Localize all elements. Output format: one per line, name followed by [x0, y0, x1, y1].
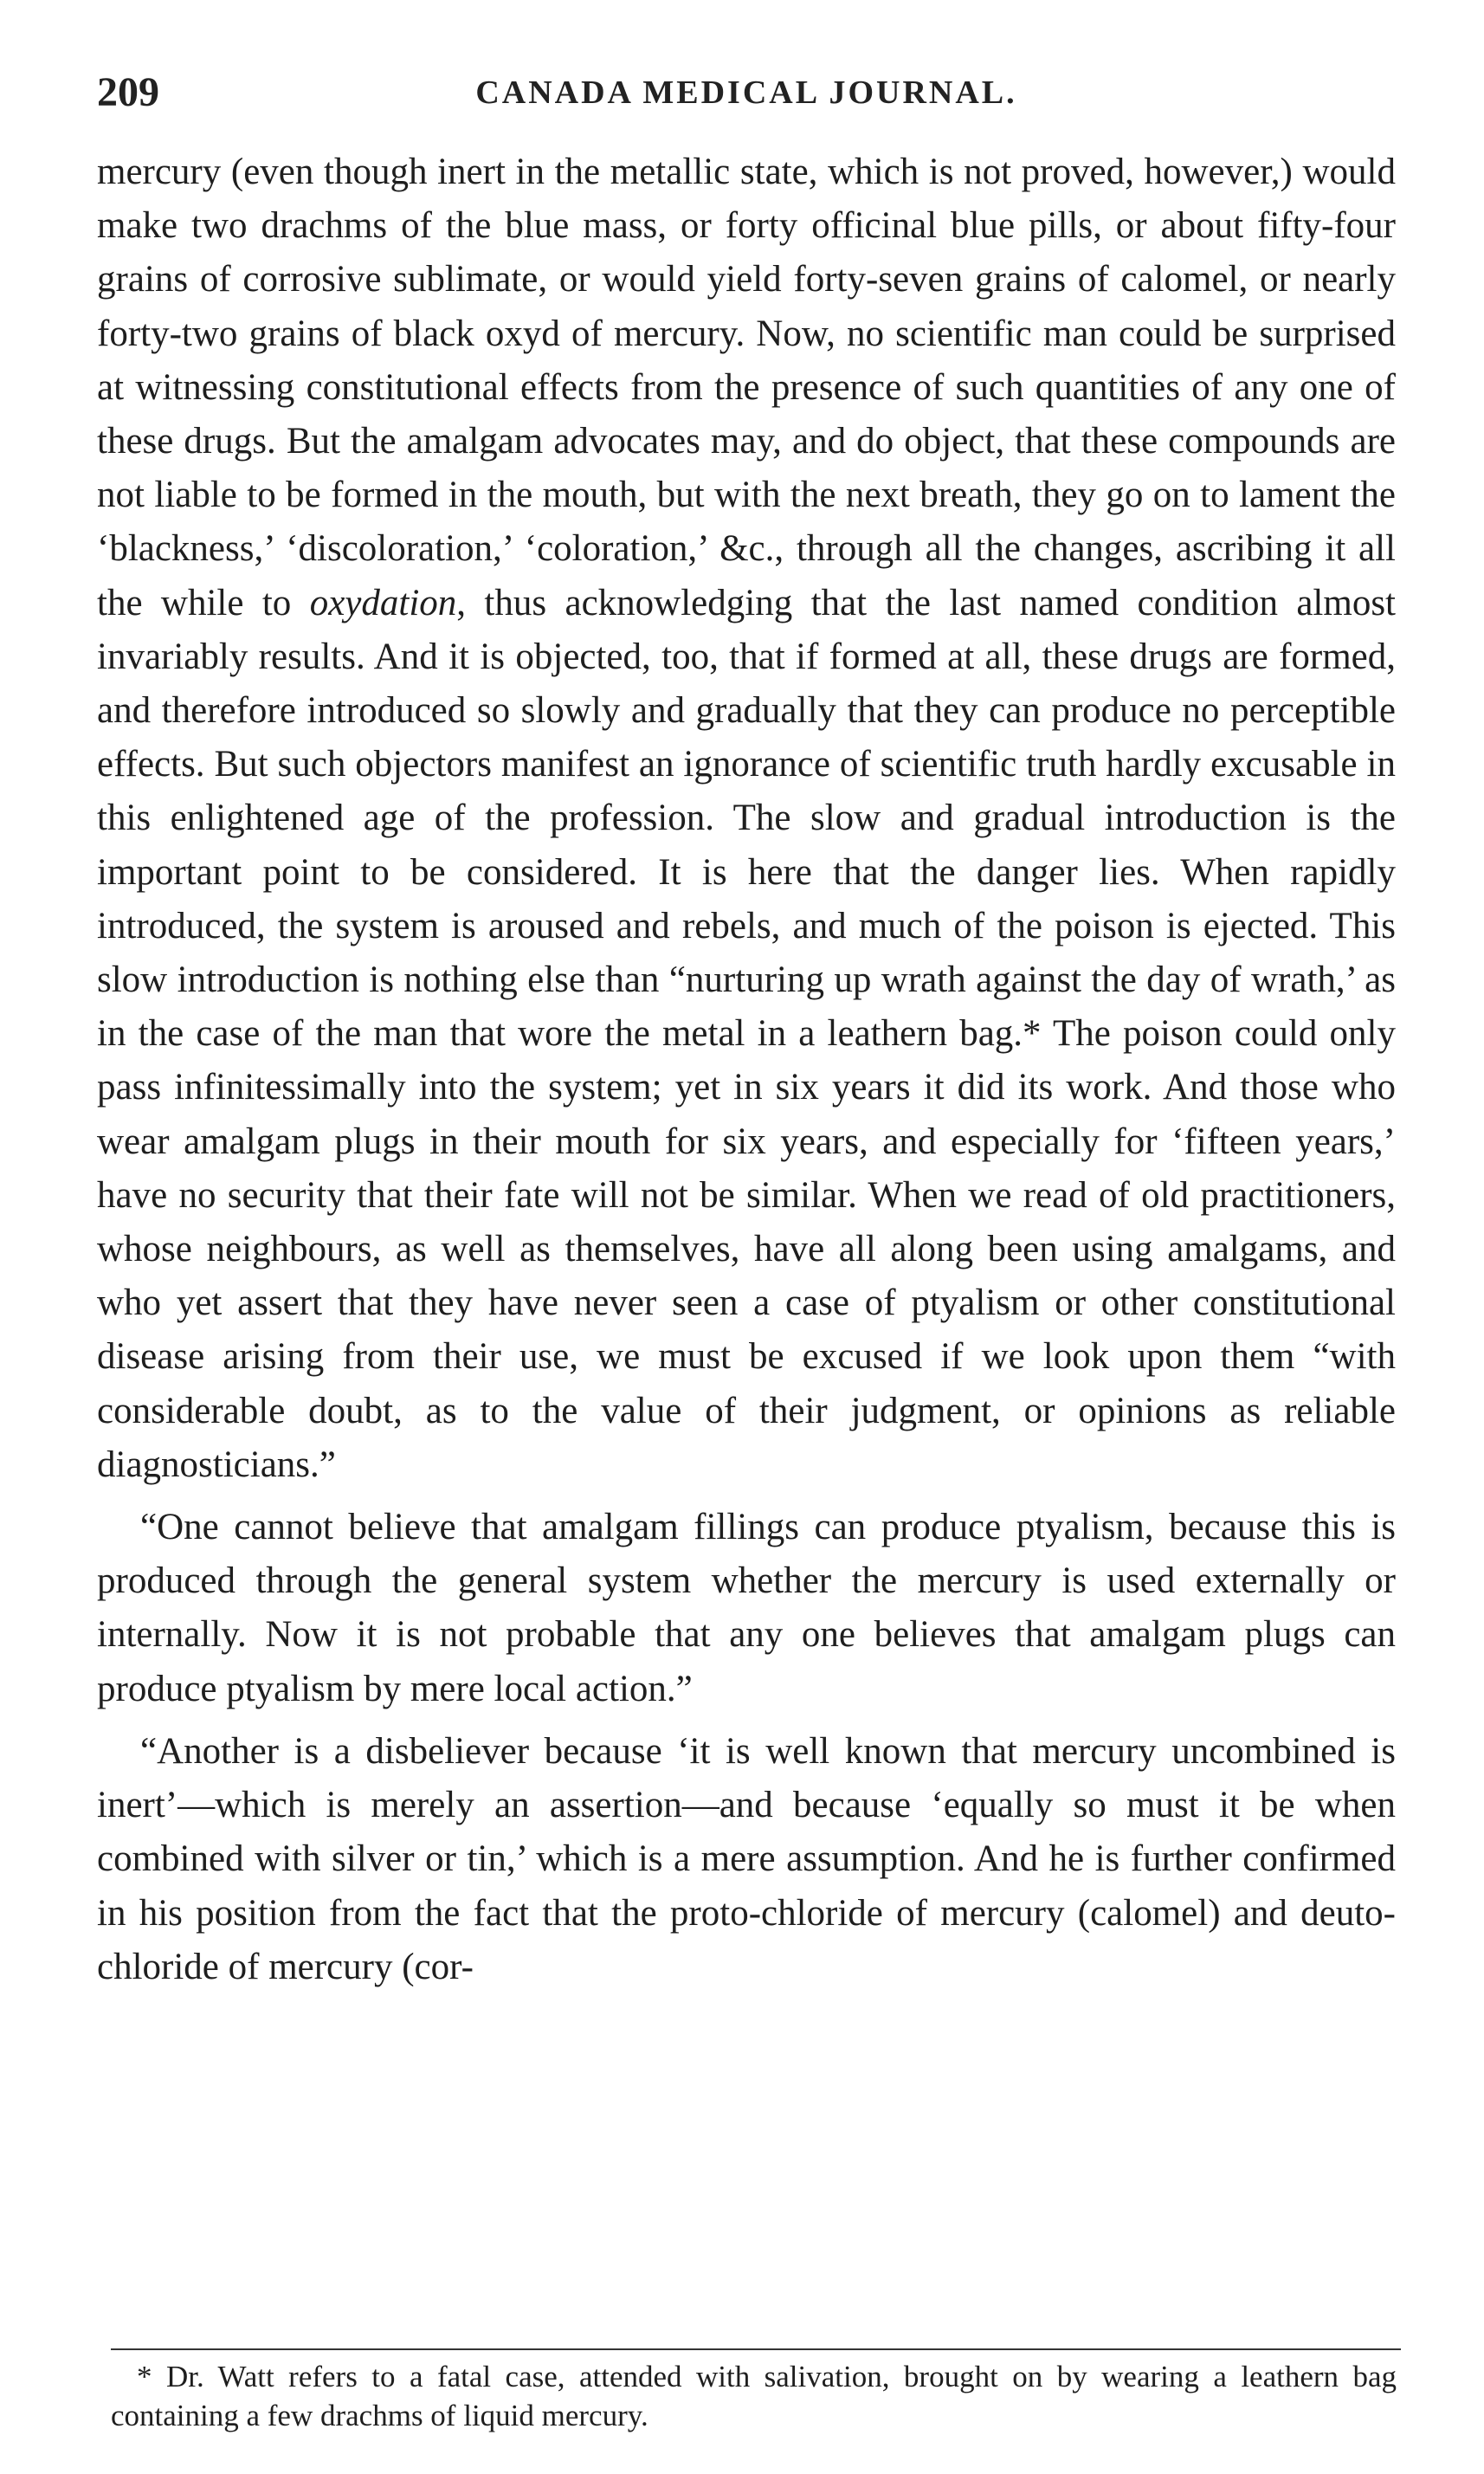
- paragraph-1-text-b: , thus acknowledging that the last named condition almost invariably results. And it is objected, too, that if formed at all, these drugs are formed, and therefore introduced so slowly and gradually that they can produce no perceptible effects. But such objectors manifest an ignorance of scientific truth hardly excusable in this enlightened age of the profession. The slow and gradual introduction is the important point to be considered. It is here that the danger lies. When rapidly introduced, the system is aroused and rebels, and much of the poison is ejected. This slow introduction is nothing else than “nurturing up wrath against the day of wrath,’ as in the case of the man that wore the metal in a leathern bag.* The poison could only pass infinitessimally into the system; yet in six years it did its work. And those who wear amalgam plugs in their mouth for six years, and especially for ‘fifteen years,’ have no security that their fate will not be similar. When we read of old practitioners, whose neighbours, as well as themselves, have all along been using amalgams, and who yet assert that they have never seen a case of ptyalism or other constitutional disease arising from their use, we must be excused if we look upon them “with considerable doubt, as to the value of their judgment, or opinions as reliable diagnosticians.”: [97, 582, 1397, 1485]
- paragraph-1: [97, 145, 1396, 1492]
- running-head: CANADA MEDICAL JOURNAL.: [475, 74, 1017, 111]
- page-number: 209: [97, 69, 159, 115]
- paragraph-1-text-a: mercury (even though inert in the metallic state, which is not proved, however,) would make two drachms of the blue mass, or forty officinal blue pills, or about fifty-four grains of corrosive sublimate, or would yield forty-seven grains of calomel, or nearly forty-two grains of black oxyd of mercury. Now, no scientific man could be surprised at witnessing constitutional effects from the presence of such quantities of any one of these drugs. But the amalgam advocates may, and do object, that these compounds are not liable to be formed in the mouth, but with the next breath, they go on to lament the ‘blackness,’ ‘discoloration,’ ‘coloration,’ &c., through all the changes, ascribing it all the while to: [97, 152, 1396, 623]
- footnote-text: Dr. Watt refers to a fatal case, attended with salivation, brought on by wearing a leathern bag containing a few drachms of liquid mercury.: [111, 2360, 1397, 2432]
- footnote-marker: *: [137, 2360, 152, 2393]
- paragraph-3: “Another is a disbeliever because ‘it is well known that mercury uncombined is inert’—which is merely an assertion—and because ‘equally so must it be when combined with silver or tin,’ which is a mere assumption. And he is further confirmed in his position from the fact that the proto-chloride of mercury (calomel) and deuto-chloride of mercury (cor-: [97, 1730, 1396, 1987]
- article-body: [97, 145, 1396, 1994]
- paragraph-2: “One cannot believe that amalgam fillings can produce ptyalism, because this is produced through the general system whether the mercury is used externally or internally. Now it is not probable that any one believes that amalgam plugs can produce ptyalism by mere local action.”: [97, 1507, 1396, 1709]
- page-header: [97, 62, 1396, 123]
- footnote: [111, 2357, 1397, 2435]
- footnote-divider: [111, 2348, 1401, 2350]
- paragraph-1-emphasis: oxydation: [309, 582, 457, 623]
